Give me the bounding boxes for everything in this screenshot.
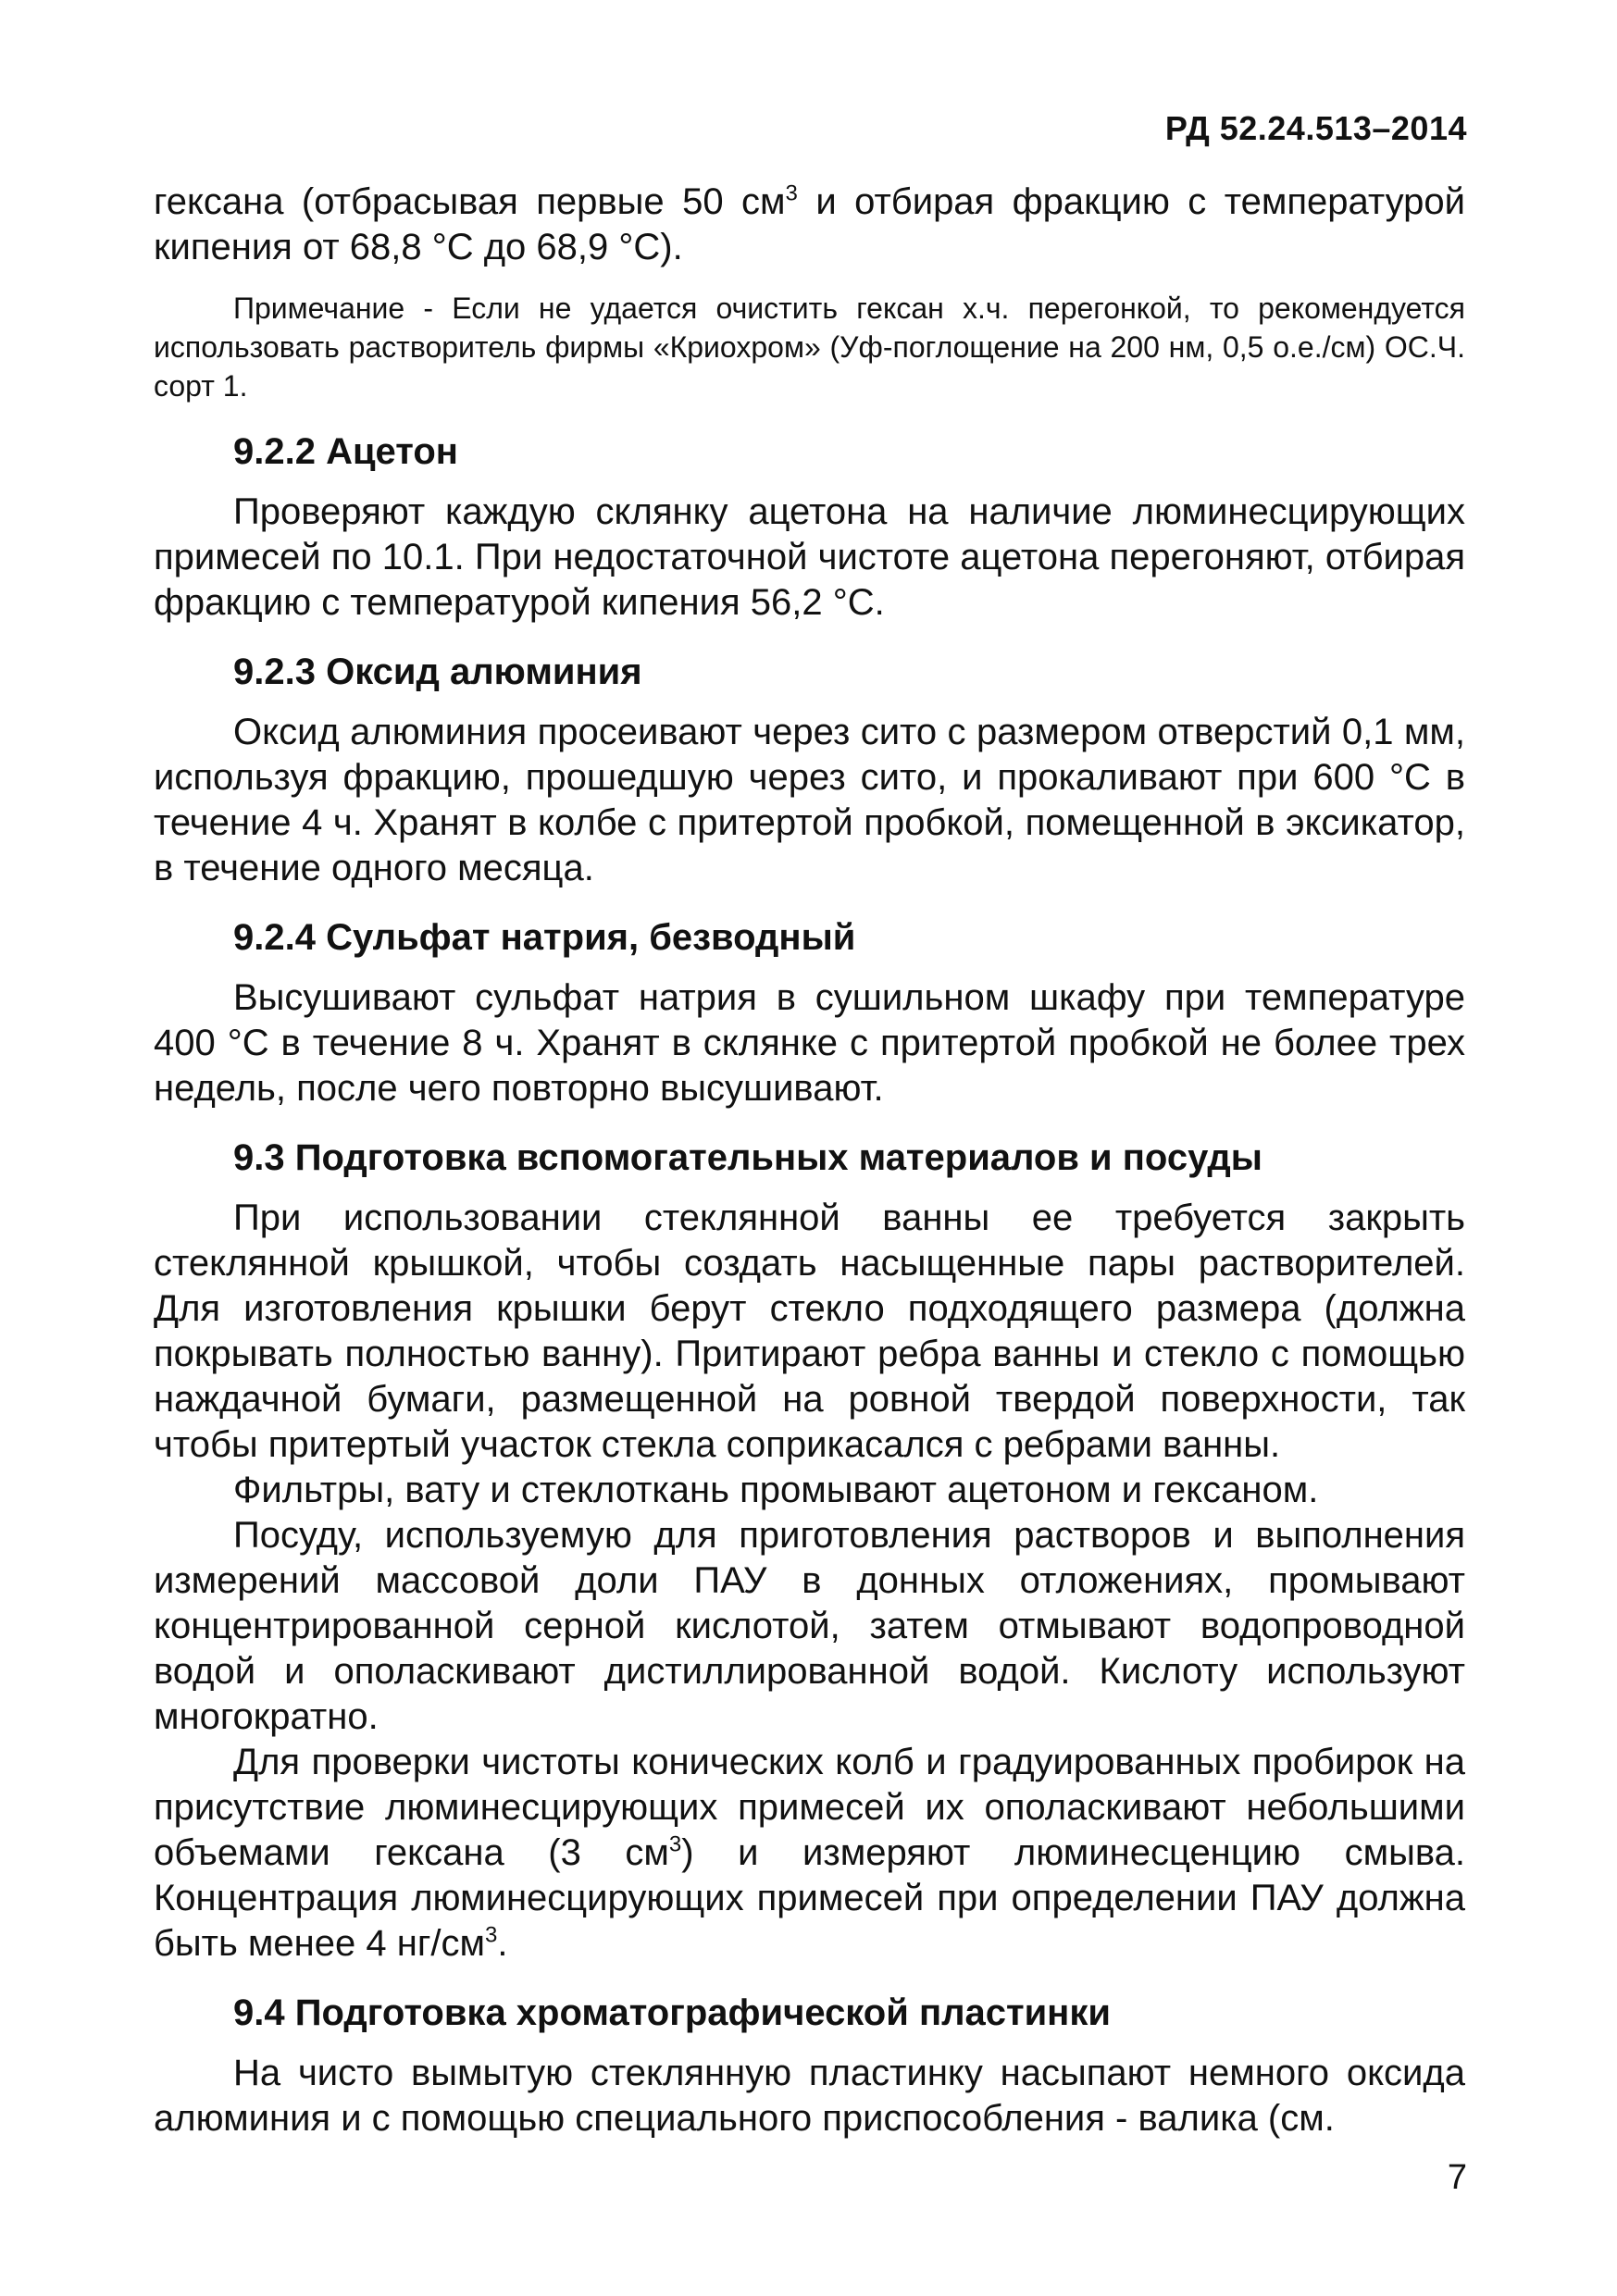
section-93-p4-text-a: Для проверки чистоты конических колб и градуированных пробирок на присутствие люминесцирующих примесей их ополаскивают небольшими объемами гексана (3 см <box>154 1742 1465 1873</box>
section-922-title: 9.2.2 Ацетон <box>233 431 458 472</box>
intro-text-a: гексана (отбрасывая первые 50 см <box>154 181 786 222</box>
section-93-p4-superscript-1: 3 <box>668 1831 682 1857</box>
section-923-paragraph: Оксид алюминия просеивают через сито с размером отверстий 0,1 мм, используя фракцию, прошедшую через сито, и прокаливают при 600 °С в течение 4 ч. Хранят в колбе с притертой пробкой, помещенной в эксикатор, в течение одного месяца. <box>154 712 1465 888</box>
intro-paragraph <box>154 180 1465 270</box>
section-93-paragraph-1: При использовании стеклянной ванны ее требуется закрыть стеклянной крышкой, чтобы создать насыщенные пары растворителей. Для изготовления крышки берут стекло подходящего размера (должна покрывать полностью ванну). Притирают ребра ванны и стекло с помощью наждачной бумаги, размещенной на ровной твердой поверхности, так чтобы притертый участок стекла соприкасался с ребрами ванны. <box>154 1198 1465 1465</box>
intro-text-b: и отбирая фракцию с температурой кипения от 68,8 °С до 68,9 °С). <box>154 181 1466 267</box>
page-number: 7 <box>1447 2158 1467 2197</box>
section-93-paragraph-3: Посуду, используемую для приготовления растворов и выполнения измерений массовой доли ПАУ в донных отложениях, промывают концентрированной серной кислотой, затем отмывают водопроводной водой и ополаскивают дистиллированной водой. Кислоту используют многократно. <box>154 1515 1465 1737</box>
page-content <box>154 180 1465 2141</box>
note-paragraph: Примечание - Если не удается очистить гексан х.ч. перегонкой, то рекомендуется использовать растворитель фирмы «Криохром» (Уф-поглощение на 200 нм, 0,5 о.е./см) ОС.Ч. сорт 1. <box>154 292 1465 403</box>
section-94-title: 9.4 Подготовка хроматографической пластинки <box>233 1992 1111 2033</box>
section-93-p4-text-c: . <box>497 1923 508 1964</box>
document-code: РД 52.24.513–2014 <box>1164 109 1467 147</box>
section-922-paragraph: Проверяют каждую склянку ацетона на наличие люминесцирующих примесей по 10.1. При недостаточной чистоте ацетона перегоняют, отбирая фракцию с температурой кипения 56,2 °С. <box>154 491 1465 623</box>
section-93-p4-superscript-2: 3 <box>485 1922 498 1948</box>
section-93-title: 9.3 Подготовка вспомогательных материалов и посуды <box>233 1137 1263 1178</box>
section-93-paragraph-4 <box>154 1740 1465 1967</box>
intro-superscript: 3 <box>785 180 798 206</box>
section-923-title: 9.2.3 Оксид алюминия <box>233 652 642 692</box>
section-924-title: 9.2.4 Сульфат натрия, безводный <box>233 917 856 958</box>
section-924-paragraph: Высушивают сульфат натрия в сушильном шкафу при температуре 400 °С в течение 8 ч. Хранят в склянке с притертой пробкой не более трех недель, после чего повторно высушивают. <box>154 977 1465 1109</box>
section-93-paragraph-2: Фильтры, вату и стеклоткань промывают ацетоном и гексаном. <box>233 1470 1319 1510</box>
section-94-paragraph: На чисто вымытую стеклянную пластинку насыпают немного оксида алюминия и с помощью специального приспособления - валика (см. <box>154 2053 1465 2139</box>
section-93-p4-text-b: ) и измеряют люминесценцию смыва. Концентрация люминесцирующих примесей при определении ПАУ должна быть менее 4 нг/см <box>154 1832 1465 1964</box>
